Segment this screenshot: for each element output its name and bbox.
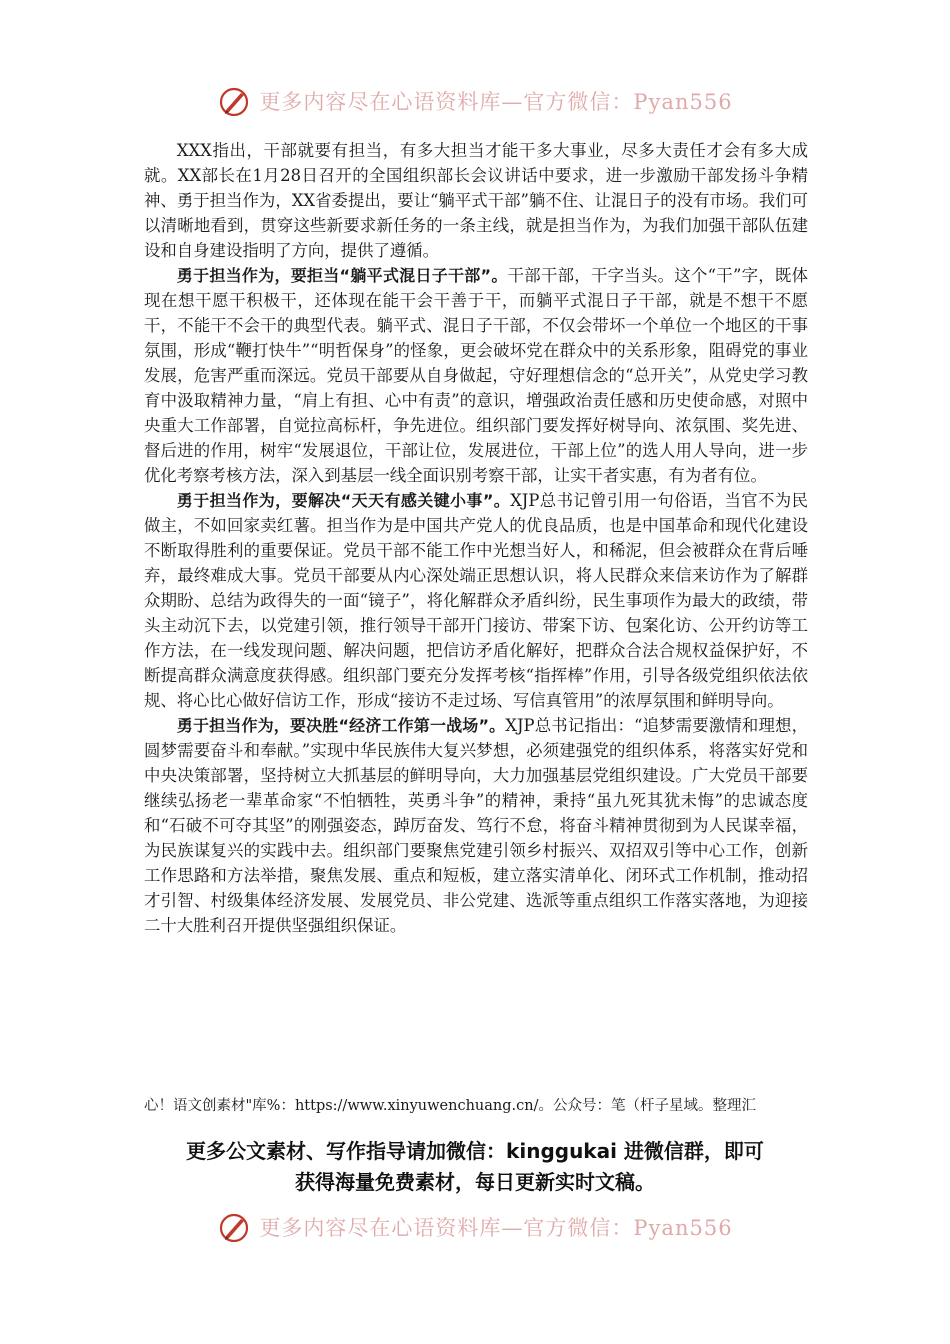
footer-banner-text: 更多内容尽在心语资料库—官方微信：Pyan556 bbox=[259, 1216, 733, 1240]
paragraph-text: 干部干部，干字当头。这个“干”字，既体现在想干愿干积极干，还体现在能干会干善于干，而躺平式混日子干部，就是不想干不愿干，不能干不会干的典型代表。躺平式、混日子干部，不仅会带坏一个单位一个地区的干事氛围，形成“鞭打快牛”“明哲保身”的怪象，更会破坏党在群众中的关系形象，阻碍党的事业发展，危害严重而深远。党员干部要从自身做起，守好理想信念的“总开关”，从党史学习教育中汲取精神力量，“肩上有担、心中有责”的意识，增强政治责任感和历史使命感，对照中央重大工作部署，自觉拉高标杆，争先进位。组织部门要发挥好树导向、浓氛围、奖先进、督后进的作用，树牢“发展退位，干部让位，发展进位，干部上位”的选人用人导向，进一步优化考察考核方法，深入到基层一线全面识别考察干部，让实干者实惠，有为者有位。 bbox=[144, 266, 808, 485]
promo-line-2: 获得海量免费素材，每日更新实时文稿。 bbox=[295, 1170, 655, 1194]
promo-line-1: 更多公文素材、写作指导请加微信：kinggukai 进微信群，即可 bbox=[186, 1139, 764, 1163]
footer-banner bbox=[0, 1210, 950, 1244]
paragraph-text: XJP总书记曾引用一句俗语，当官不为民做主，不如回家卖红薯。担当作为是中国共产党人的优良品质，也是中国革命和现代化建设不断取得胜利的重要保证。党员干部不能工作中光想当好人，和稀泥，但会被群众在背后唾弃，最终难成大事。党员干部要从内心深处端正思想认识，将人民群众来信来访作为了解群众期盼、总结为政得失的一面“镜子”，将化解群众矛盾纠纷，民生事项作为最大的政绩，带头主动沉下去，以党建引领，推行领导干部开门接访、带案下访、包案化访、公开约访等工作方法，在一线发现问题、解决问题，把信访矛盾化解好，把群众合法合规权益保护好，不断提高群众满意度获得感。组织部门要充分发挥考核“指挥棒”作用，引导各级党组织依法依规、将心比心做好信访工作，形成“接访不走过场、写信真管用”的浓厚氛围和鲜明导向。 bbox=[144, 491, 808, 710]
pen-circle-icon bbox=[217, 84, 251, 118]
paragraph-lead: 勇于担当作为，要解决“天天有感关键小事”。 bbox=[176, 491, 511, 510]
paragraph-section-2 bbox=[144, 488, 808, 713]
paragraph-text: XXX指出，干部就要有担当，有多大担当才能干多大事业，尽多大责任才会有多大成就。XX部长在1月28日召开的全国组织部长会议讲话中要求，进一步激励干部发扬斗争精神、勇于担当作为，XX省委提出，要让“躺平式干部”躺不住、让混日子的没有市场。我们可以清晰地看到，贯穿这些新要求新任务的一条主线，就是担当作为，为我们加强干部队伍建设和自身建设指明了方向，提供了遵循。 bbox=[144, 141, 808, 260]
promo-block bbox=[0, 1136, 950, 1198]
header-banner-text: 更多内容尽在心语资料库—官方微信：Pyan556 bbox=[259, 90, 733, 114]
paragraph-text: XJP总书记指出：“追梦需要激情和理想，圆梦需要奋斗和奉献。”实现中华民族伟大复兴梦想，必须建强党的组织体系，将落实好党和中央决策部署，坚持树立大抓基层的鲜明导向，大力加强基层党组织建设。广大党员干部要继续弘扬老一辈革命家“不怕牺牲，英勇斗争”的精神，秉持“虽九死其犹未悔”的忠诚态度和“石破不可夺其坚”的刚强姿态，踔厉奋发、笃行不怠，将奋斗精神贯彻到为人民谋幸福，为民族谋复兴的实践中去。组织部门要聚焦党建引领乡村振兴、双招双引等中心工作，创新工作思路和方法举措，聚焦发展、重点和短板，建立落实清单化、闭环式工作机制，推动招才引智、村级集体经济发展、发展党员、非公党建、选派等重点组织工作落实落地，为迎接二十大胜利召开提供坚强组织保证。 bbox=[144, 716, 808, 935]
header-banner bbox=[0, 84, 950, 118]
paragraph-lead: 勇于担当作为，要决胜“经济工作第一战场”。 bbox=[176, 716, 506, 735]
paragraph-intro bbox=[144, 138, 808, 263]
paragraph-section-3 bbox=[144, 713, 808, 938]
paragraph-lead: 勇于担当作为，要拒当“躺平式混日子干部”。 bbox=[176, 266, 508, 285]
source-watermark-line: 心！语文创素材"库%：https://www.xinyuwenchuang.cn/。公众号：笔（杆子星域。整理汇 bbox=[144, 1098, 756, 1114]
paragraph-section-1 bbox=[144, 263, 808, 488]
article-body bbox=[144, 138, 808, 938]
pen-circle-icon bbox=[217, 1210, 251, 1244]
